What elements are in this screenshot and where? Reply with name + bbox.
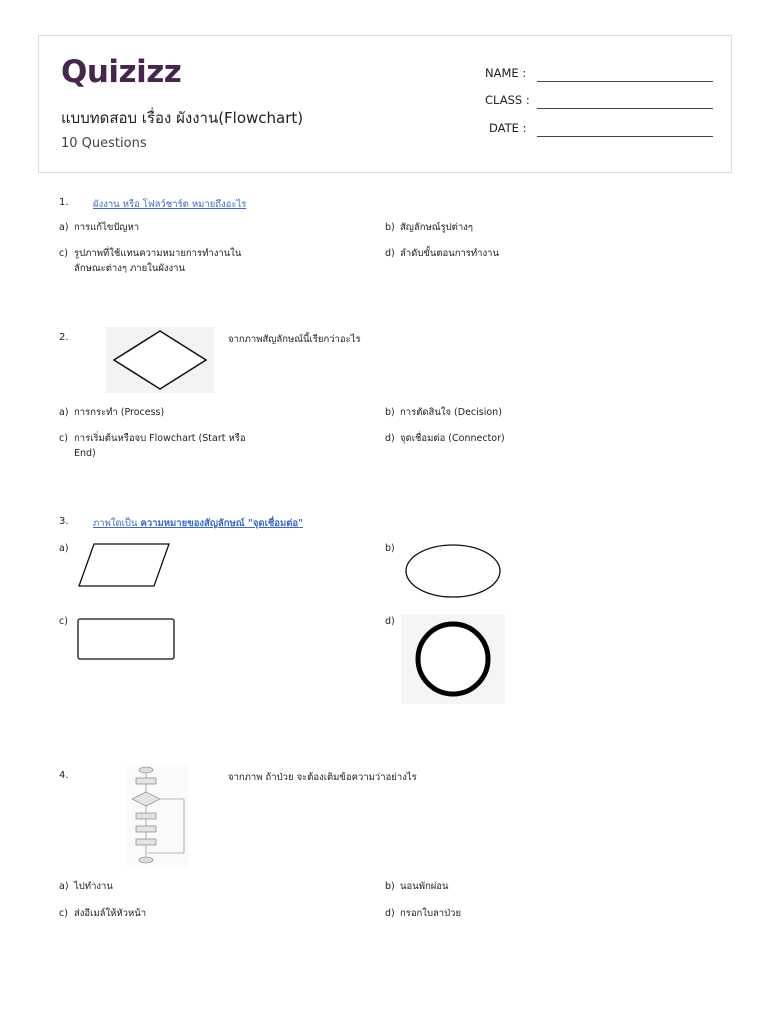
date-field[interactable]: [459, 121, 713, 141]
name-line: [537, 81, 713, 82]
question-1-text[interactable]: ผังงาน หรือ โฟลว์ชาร์ต หมายถึงอะไร: [93, 199, 247, 210]
flowchart-diagram-image: [126, 765, 188, 867]
question-3-text[interactable]: [93, 516, 303, 531]
question-1-number: 1.: [59, 197, 69, 208]
option-letter: b): [385, 222, 395, 233]
process-box-4: [136, 839, 156, 845]
class-field[interactable]: [459, 93, 713, 113]
question-4-number: 4.: [59, 770, 69, 781]
option-letter: b): [385, 407, 395, 418]
process-box-3: [136, 826, 156, 832]
ellipse-shape: [406, 545, 500, 597]
circle-shape: [418, 624, 488, 694]
parallelogram-shape: [79, 544, 169, 586]
class-line: [537, 108, 713, 109]
circle-symbol-image: [401, 614, 505, 704]
option-text: การกระทำ (Process): [74, 407, 165, 418]
option-letter: d): [385, 616, 395, 627]
question-3-number: 3.: [59, 516, 69, 527]
option-letter: c): [59, 616, 68, 627]
quizizz-logo: Quizizz: [61, 54, 182, 90]
q4-option-a[interactable]: [59, 879, 259, 894]
option-text: การตัดสินใจ (Decision): [400, 407, 502, 418]
start-terminal: [139, 767, 153, 773]
date-line: [537, 136, 713, 137]
q1-option-c[interactable]: [59, 246, 259, 276]
q2-option-a[interactable]: [59, 405, 259, 420]
q4-option-b[interactable]: [385, 879, 585, 894]
option-letter: b): [385, 881, 395, 892]
q3-option-b[interactable]: [385, 541, 400, 556]
question-2-text: จากภาพสัญลักษณ์นี้เรียกว่าอะไร: [228, 334, 361, 345]
end-terminal: [139, 857, 153, 863]
option-text: นอนพักผ่อน: [400, 881, 449, 892]
option-letter: a): [59, 222, 69, 233]
q1-option-b[interactable]: [385, 220, 585, 235]
option-text: ไปทำงาน: [74, 881, 113, 892]
option-text: สัญลักษณ์รูปต่างๆ: [400, 222, 473, 233]
option-letter: c): [59, 248, 68, 259]
date-label: DATE :: [489, 121, 527, 135]
option-letter: d): [385, 248, 395, 259]
name-field[interactable]: [459, 66, 713, 86]
diamond-symbol-image: [106, 327, 214, 393]
option-letter: c): [59, 908, 68, 919]
option-text: รูปภาพที่ใช้แทนความหมายการทำงานในลักษณะต่างๆ ภายในผังงาน: [74, 248, 242, 274]
option-text: จุดเชื่อมต่อ (Connector): [400, 433, 505, 444]
option-letter: d): [385, 433, 395, 444]
option-text: ส่งอีเมล์ให้หัวหน้า: [74, 908, 147, 919]
q2-option-b[interactable]: [385, 405, 585, 420]
worksheet-header: [38, 35, 732, 173]
option-letter: a): [59, 543, 69, 554]
q4-option-c[interactable]: [59, 906, 259, 921]
q1-option-a[interactable]: [59, 220, 259, 235]
q1-option-d[interactable]: [385, 246, 585, 261]
process-box-2: [136, 813, 156, 819]
option-letter: d): [385, 908, 395, 919]
question-4-text: จากภาพ ถ้าป่วย จะต้องเติมข้อความว่าอย่างไร: [228, 772, 417, 783]
rectangle-symbol-image: [74, 614, 178, 664]
rectangle-shape: [78, 619, 174, 659]
q3-option-c[interactable]: [59, 614, 74, 629]
question-2-number: 2.: [59, 332, 69, 343]
option-letter: c): [59, 433, 68, 444]
process-box-1: [136, 778, 156, 784]
question-3-bold: ความหมายของสัญลักษณ์ "จุดเชื่อมต่อ": [140, 518, 304, 529]
option-text: การเริ่มต้นหรือจบ Flowchart (Start หรือ End): [74, 433, 246, 459]
option-letter: b): [385, 543, 395, 554]
quiz-title: แบบทดสอบ เรื่อง ผังงาน(Flowchart): [61, 109, 304, 127]
class-label: CLASS :: [485, 93, 530, 107]
q3-option-d[interactable]: [385, 614, 400, 629]
option-text: การแก้ไขปัญหา: [74, 222, 140, 233]
q4-option-d[interactable]: [385, 906, 585, 921]
option-text: ลำดับขั้นตอนการทำงาน: [400, 248, 499, 259]
question-3-prefix: ภาพใดเป็น: [93, 518, 138, 529]
ellipse-symbol-image: [403, 542, 503, 600]
name-label: NAME :: [485, 66, 527, 80]
option-letter: a): [59, 881, 69, 892]
option-text: กรอกใบลาป่วย: [400, 908, 462, 919]
q3-option-a[interactable]: [59, 541, 74, 556]
question-count: 10 Questions: [61, 136, 147, 151]
q2-option-d[interactable]: [385, 431, 585, 446]
option-letter: a): [59, 407, 69, 418]
parallelogram-symbol-image: [76, 541, 172, 589]
q2-option-c[interactable]: [59, 431, 259, 461]
